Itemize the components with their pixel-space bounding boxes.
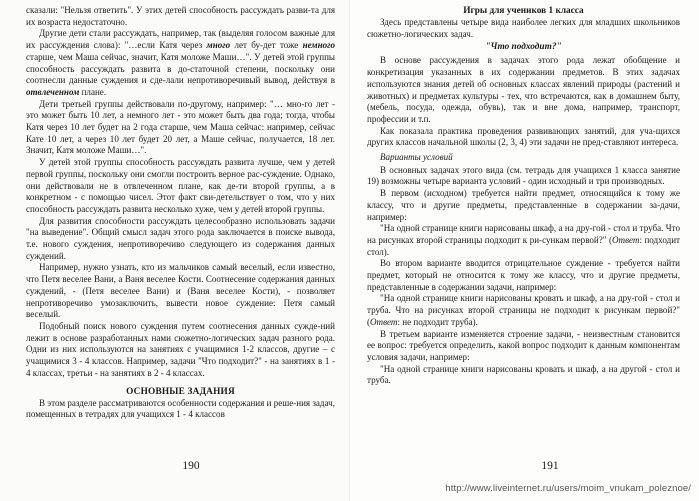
page-number: 191 (541, 460, 559, 472)
example-quote: "На одной странице книги нарисованы шкаф, а на дру-гой - стол и труба. Что на рисунках второй страницы подходит к ри-сункам первой?" (Ответ: подходит стол). (367, 223, 680, 257)
paragraph: Например, нужно узнать, кто из мальчиков самый веселый, если известно, что Петя веселее Вани, а Ваня веселее Кости. Соотнесение содержания данных суждений, - (Петя веселее Вани) и (Ваня веселее Кости), - позволяет непротиворечиво умозаключить, вывести новое суждение: Петя самый веселый. (26, 262, 335, 320)
paragraph: Подобный поиск нового суждения путем соотнесения данных сужде-ний лежит в основе разработанных нами сюжетно-логических задач разного рода. Одни из них используются на занятиях с учащимися 1-2 классов, другие – с учащимися 3 - 4 классов. Например, задачи "Что подходит?" - на занятиях в 1 - 4 классах, третьи - на занятиях в 2 - 4 классах. (26, 320, 335, 378)
emphasis: Ответ (370, 316, 398, 327)
paragraph: сказали: "Нельзя ответить". У этих детей способность рассуждать разви-та для их возраста недостаточно. (26, 5, 335, 27)
paragraph: Дети третьей группы действовали по-другому, например: "… мно-го лет - это может быть 10 лет, а немного лет - это может быть два года; тогда, чтобы Катя через 10 лет будет на 2 года старше, чем Маша сейчас: например, сейчас Кате 10 лет, а через 10 лет будет 20 лет, а Маше сейчас, получается, 18 лет. Значит, Катя моложе Маши…". (26, 98, 335, 156)
paragraph: Как показала практика проведения развивающих занятий, для уча-щихся других классов начальной школы (2, 3, 4) эти задачи не пред-ставляют интереса. (367, 125, 680, 148)
emphasis: отвлеченном (26, 86, 80, 97)
right-text-column (367, 5, 680, 387)
paragraph: В третьем варианте изменяется строение задачи, - неизвестным становится ее вопрос: требуется определить, какой вопрос подходит к данным компонентам условия задачи, например: (367, 328, 680, 362)
example-quote: "На одной странице книги нарисованы кровать и шкаф, а на другой - стол и труба. (367, 363, 680, 386)
right-page (350, 0, 699, 501)
emphasis: немного (302, 40, 335, 51)
paragraph: Во втором варианте вводится отрицательное суждение - требуется найти предмет, который не относится к тому же классу, что и другие предметы, представленные в содержании задачи, например: (367, 258, 680, 292)
variants-heading: Варианты условий (380, 152, 453, 163)
paragraph: Для развития способности рассуждать целесообразно использовать задачи "на выведение". Общий смысл задач этого рода заключается в поиске вывода, т.е. нового суждения, непротиворечиво следующего из содержания данных суждений. (26, 215, 335, 261)
paragraph: В первом (исходном) требуется найти предмет, относящийся к тому же классу, что и другие предметы, представленные в содержании за-дачи, например: (367, 188, 680, 222)
emphasis: много (206, 40, 231, 51)
page-number: 190 (182, 460, 200, 472)
paragraph: Другие дети стали рассуждать, например, так (выделяя голосом важные для их рассуждения слова): "…если Катя через много лет бу-дет тоже немного старше, чем Маша сейчас, значит, Катя моложе Маши…". У детей этой группы способность рассуждать развита в до-статочной степени, поскольку они соотнесли данные суждения и сде-лали непротиворечивый вывод, действуя в отвлеченном плане. (26, 28, 335, 97)
source-url: http://www.liveinternet.ru/users/moim_vnukam_poleznoe/ (445, 483, 691, 494)
paragraph: В основных задачах этого вида (см. тетрадь для учащихся 1 класса занятие 19) возможны четыре варианта условий - один исходный и три производных. (367, 164, 680, 187)
paragraph: У детей этой группы способность рассуждать развита лучше, чем у детей первой группы, поскольку они смогли построить верное рас-суждение. Однако, они действовали не в отвлеченном плане, как де-ти второй группы, а в конкретном - с помощью чисел. Этот факт сви-детельствует о том, что у них способность рассуждать развита несколько хуже, чем у детей второй группы. (26, 157, 335, 214)
paragraph: В этом разделе рассматриваются особенности содержания и реше-ния задач, помещенных в тетрадях для учащихся 1 - 4 классов (26, 397, 335, 420)
page-heading: Игры для учеников 1 класса (463, 6, 584, 16)
left-text-column (26, 5, 335, 421)
subheading: "Что подходит?" (485, 42, 562, 53)
paragraph: Здесь представлены четыре вида наиболее легких для младших школьников сюжетно-логических задач. (367, 17, 680, 39)
example-quote: "На одной странице книги нарисованы кровать и шкаф, а на дру-гой - стол и труба. Что на рисунках второй страницы не подходит к рисункам первой?" (Ответ: не подходит труба). (367, 293, 680, 327)
paragraph: В основе рассуждения в задачах этого рода лежат обобщение и конкретизация указанных в их содержании предметов. В этих задачах используются знания детей об основных классах явлений природы (растений и животных) и предметах культуры - тех, что встречаются, как в домашнем быту, (мебель, посуда, одежда, обувь), так и вне дома, например, транспорт, профессии и т.п. (367, 55, 680, 124)
emphasis: Ответ (612, 234, 640, 245)
section-title: ОСНОВНЫЕ ЗАДАНИЯ (126, 386, 235, 397)
